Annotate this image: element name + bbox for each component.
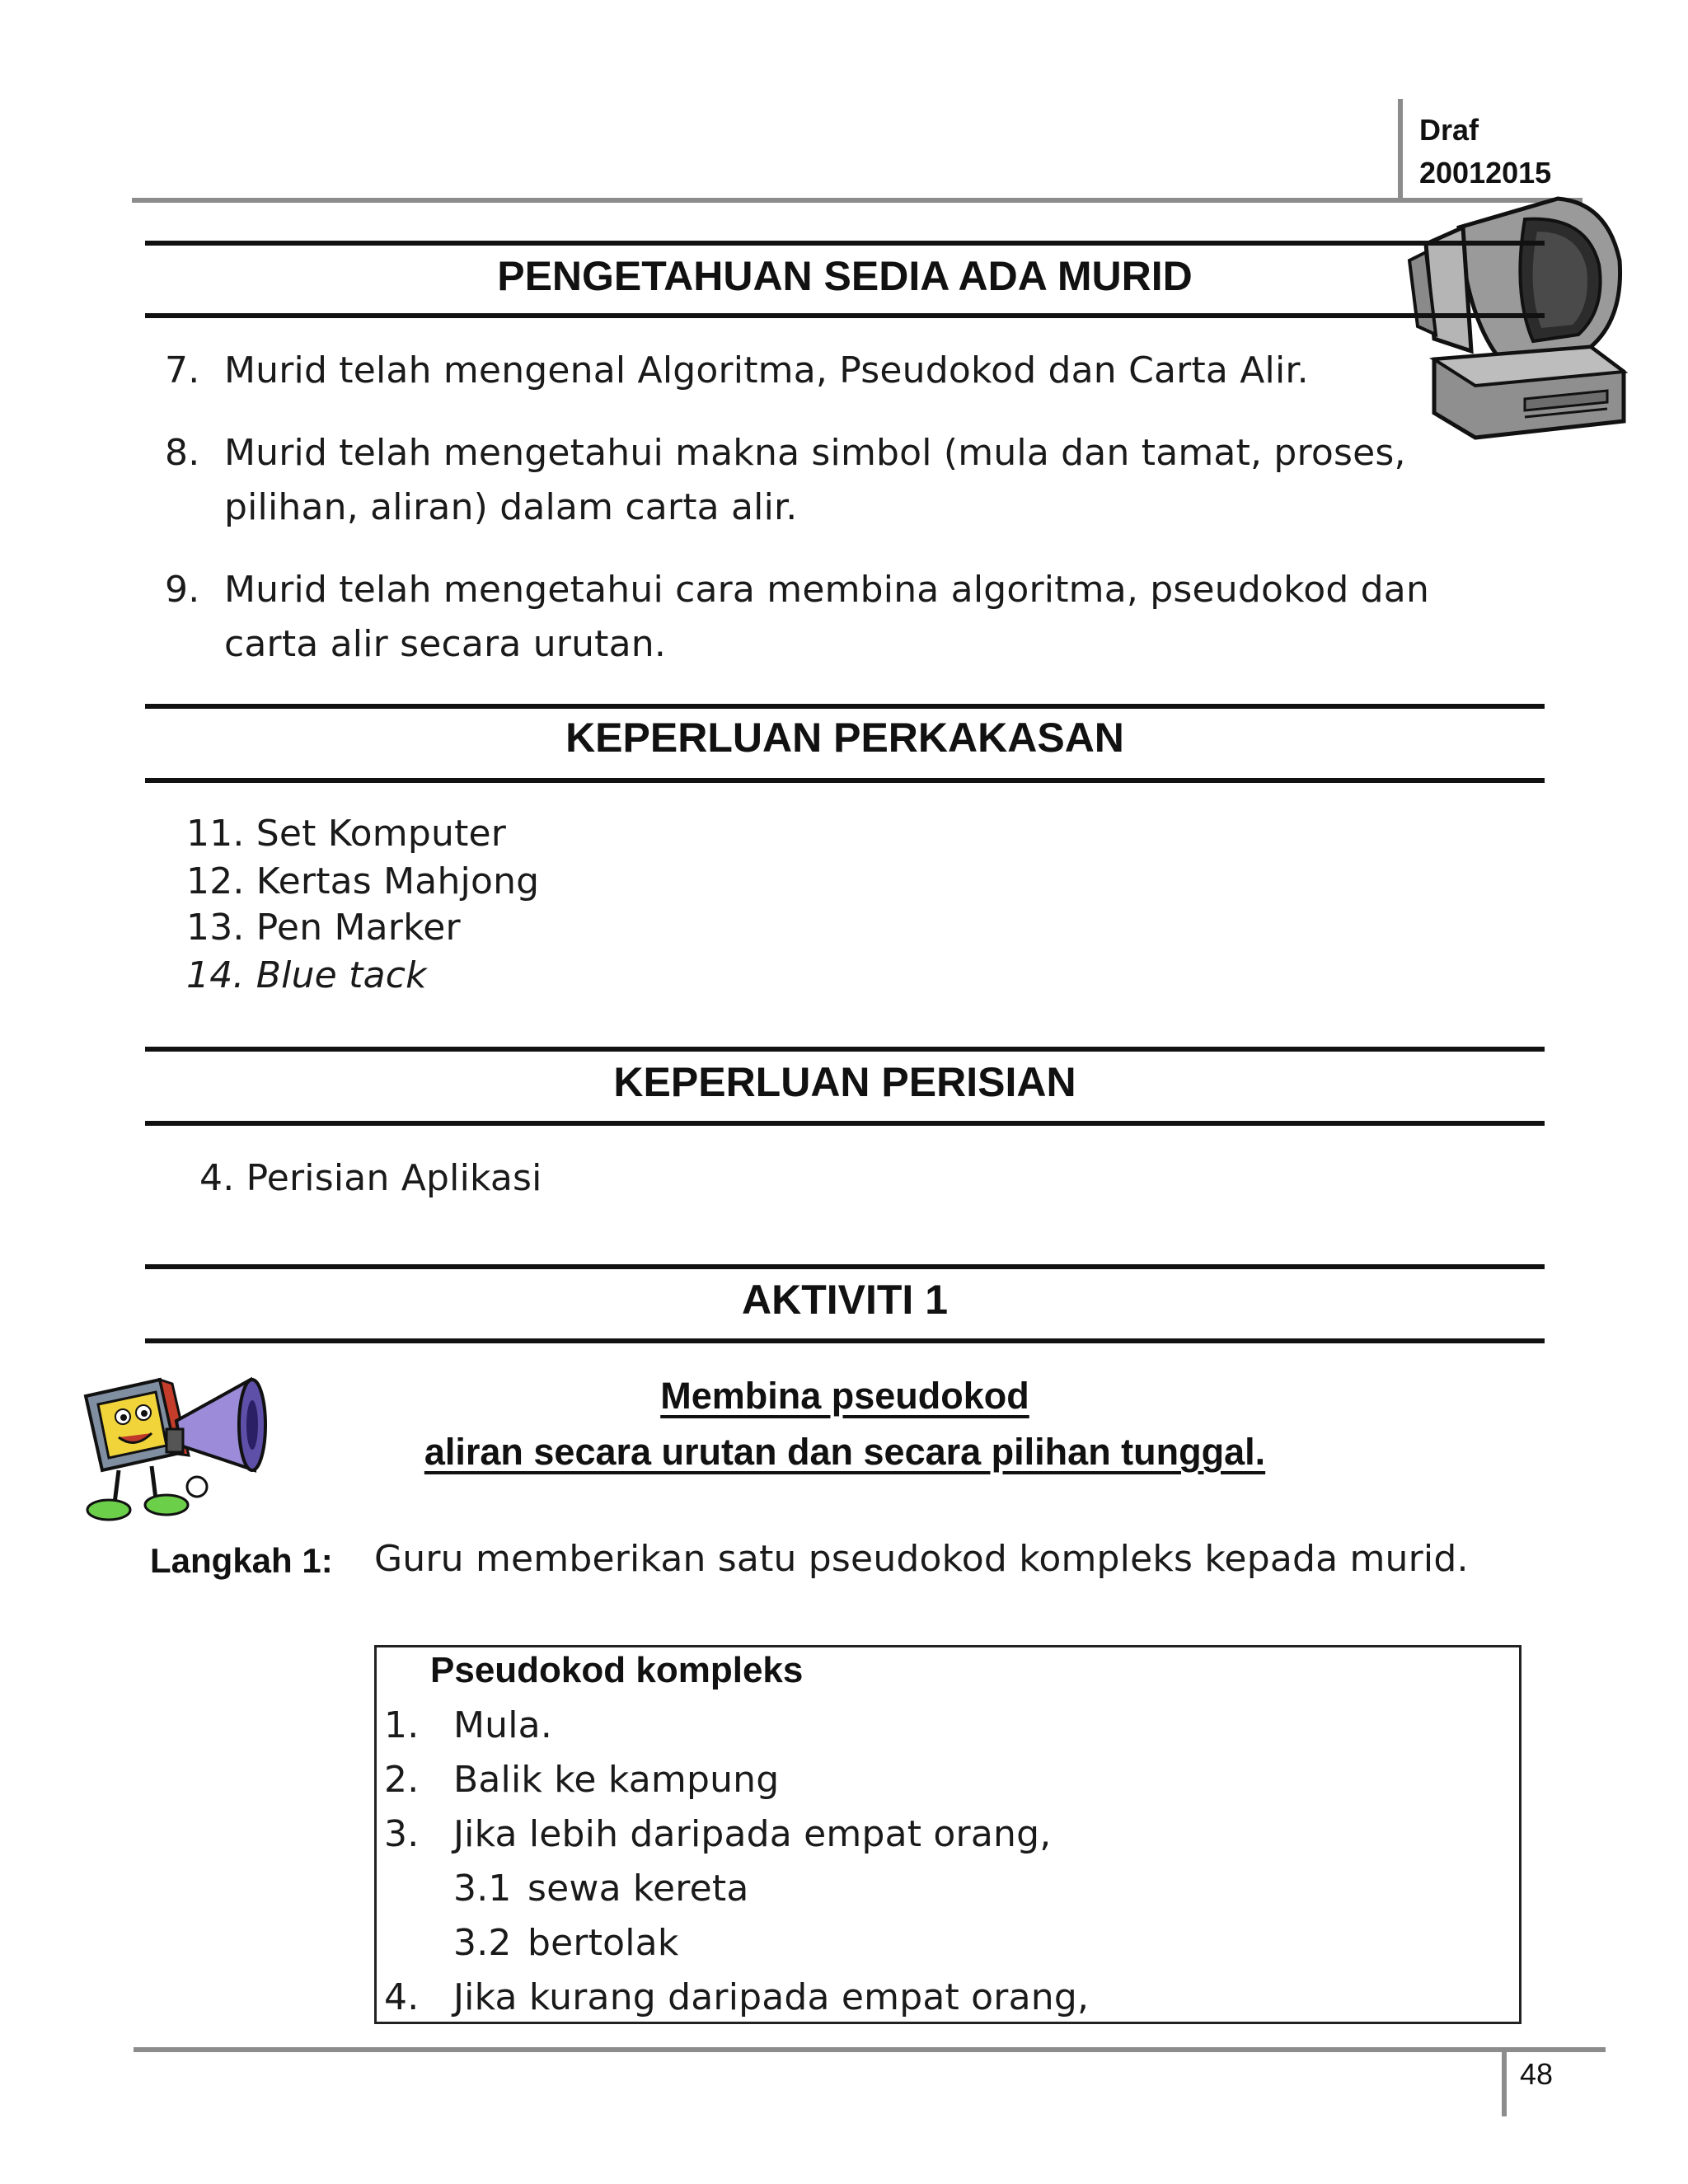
section-rule-top bbox=[145, 704, 1545, 709]
activity-subtitle: Membina pseudokod bbox=[660, 1375, 1029, 1417]
step-text: Guru memberikan satu pseudokod kompleks kepada murid. bbox=[374, 1538, 1469, 1580]
pseudocode-line-number: 3.1 bbox=[453, 1868, 512, 1910]
step-label: Langkah 1: bbox=[150, 1541, 333, 1580]
section-rule-top bbox=[145, 1047, 1545, 1052]
list-item-text: pilihan, aliran) dalam carta alir. bbox=[224, 486, 798, 528]
pseudocode-line-number: 2. bbox=[384, 1759, 420, 1801]
list-item: 14. Blue tack bbox=[186, 954, 427, 996]
section-title-hardware: KEPERLUAN PERKAKASAN bbox=[565, 715, 1124, 761]
pseudocode-title: Pseudokod kompleks bbox=[430, 1650, 804, 1690]
list-item: 11. Set Komputer bbox=[186, 813, 507, 855]
pseudocode-line: Jika kurang daripada empat orang, bbox=[453, 1976, 1090, 2018]
section-rule-bottom bbox=[145, 778, 1545, 783]
list-item: 13. Pen Marker bbox=[186, 907, 461, 949]
pseudocode-line-number: 3.2 bbox=[453, 1922, 512, 1964]
computer-monitor-icon bbox=[1401, 194, 1632, 442]
list-item-text: Murid telah mengetahui cara membina algoritma, pseudokod dan bbox=[224, 569, 1430, 611]
list-item-text: Murid telah mengetahui makna simbol (mula dan tamat, proses, bbox=[224, 432, 1406, 474]
list-item: 9. bbox=[165, 569, 200, 611]
list-item: 8. bbox=[165, 432, 200, 474]
section-rule-top bbox=[145, 241, 1545, 246]
header-divider bbox=[1398, 99, 1403, 201]
list-item: 7. bbox=[165, 349, 200, 391]
pseudocode-line: Jika lebih daripada empat orang, bbox=[453, 1813, 1052, 1855]
section-title-software: KEPERLUAN PERISIAN bbox=[613, 1059, 1076, 1105]
list-item-text: Murid telah mengenal Algoritma, Pseudokod dan Carta Alir. bbox=[224, 349, 1309, 391]
header-rule bbox=[132, 198, 1582, 203]
list-item: 4. Perisian Aplikasi bbox=[199, 1157, 542, 1199]
section-title-activity: AKTIVITI 1 bbox=[741, 1277, 949, 1323]
section-rule-bottom bbox=[145, 1338, 1545, 1343]
footer-rule bbox=[134, 2047, 1606, 2052]
page-number: 48 bbox=[1520, 2057, 1554, 2091]
footer-divider bbox=[1502, 2052, 1507, 2116]
section-rule-bottom bbox=[145, 313, 1545, 318]
section-rule-top bbox=[145, 1264, 1545, 1269]
section-title-prior-knowledge: PENGETAHUAN SEDIA ADA MURID bbox=[497, 253, 1193, 299]
list-item: 12. Kertas Mahjong bbox=[186, 860, 540, 902]
pseudocode-line: Mula. bbox=[453, 1704, 553, 1746]
draft-label: Draf 20012015 bbox=[1419, 113, 1552, 190]
pseudocode-line-number: 1. bbox=[384, 1704, 420, 1746]
pseudocode-line: Balik ke kampung bbox=[453, 1759, 780, 1801]
pseudocode-line-number: 3. bbox=[384, 1813, 420, 1855]
pseudocode-line: bertolak bbox=[528, 1922, 679, 1964]
activity-subtitle: aliran secara urutan dan secara pilihan tunggal. bbox=[424, 1431, 1266, 1473]
list-item-text: carta alir secara urutan. bbox=[224, 623, 667, 665]
pseudocode-line-number: 4. bbox=[384, 1976, 420, 2018]
pseudocode-line: sewa kereta bbox=[528, 1868, 749, 1910]
section-rule-bottom bbox=[145, 1121, 1545, 1126]
